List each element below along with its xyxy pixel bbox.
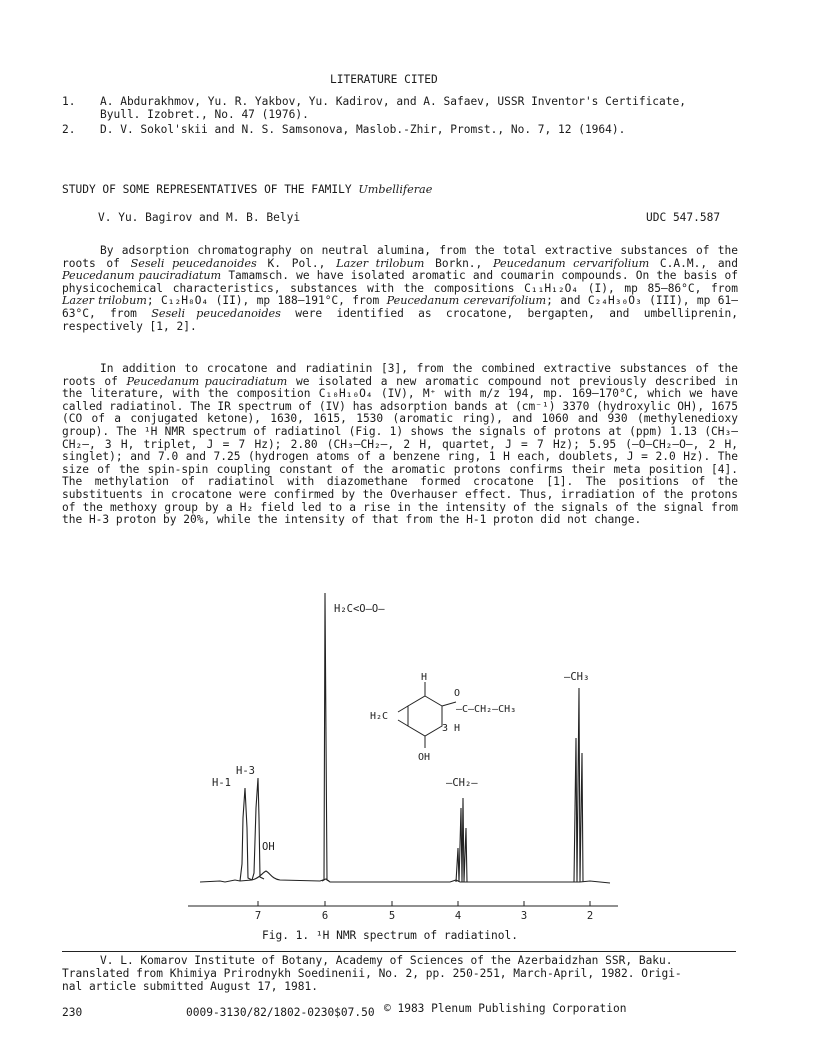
benzene-ring xyxy=(408,696,442,736)
oh-label: OH xyxy=(262,841,275,853)
baseline-noise xyxy=(252,871,610,883)
peak-methylenedioxy xyxy=(322,593,329,881)
copyright-notice: © 1983 Plenum Publishing Corporation xyxy=(384,1002,627,1015)
structure-oh-label: OH xyxy=(418,752,431,763)
peak-h1 xyxy=(240,788,252,881)
reference-text: Byull. Izobret., No. 47 (1976). xyxy=(100,108,309,121)
tick-label: 2 xyxy=(586,910,594,922)
udc-code: UDC 547.587 xyxy=(646,211,721,224)
nmr-spectrum-figure xyxy=(180,588,640,928)
h3-label: H-3 xyxy=(236,765,255,777)
structure-h-label: H xyxy=(421,672,428,683)
tick-label: 3 xyxy=(520,910,528,922)
figure-caption: Fig. 1. ¹H NMR spectrum of radiatinol. xyxy=(262,929,518,942)
reference-text: A. Abdurakhmov, Yu. R. Yakbov, Yu. Kadirov, and A. Safaev, USSR Inventor's Certificate, xyxy=(100,95,686,108)
authors: V. Yu. Bagirov and M. B. Belyi xyxy=(98,211,301,224)
structure-o-label: O xyxy=(454,688,461,699)
footnote-text: nal article submitted August 17, 1981. xyxy=(62,980,318,993)
footnote-text: V. L. Komarov Institute of Botany, Academy of Sciences of the Azerbaidzhan SSR, Baku. xyxy=(100,954,673,967)
reference-number: 2. xyxy=(62,123,76,136)
peak-quartet xyxy=(456,798,467,882)
tick-label: 4 xyxy=(454,910,462,922)
article-title: STUDY OF SOME REPRESENTATIVES OF THE FAMILY Umbelliferae xyxy=(62,183,433,196)
baseline-noise xyxy=(200,880,252,882)
page-number: 230 xyxy=(62,1006,83,1019)
body-paragraph: In addition to crocatone and radiatinin [3], from the combined extractive substances of the roots of Peucedanum pauciradiatum we isolated a new aromatic compound not previously described in the literature, with the composition C₁₀H₁₀O₄ (IV), M⁺ with m/z 194, mp. 169–170°C, which we have called radiatinol. The IR spectrum of (IV) has adsorption bands at (cm⁻¹) 3370 (hydroxylic OH), 1675 (CO of a conjugated ketone), 1630, 1615, 1530 (aromatic ring), and 1060 and 930 (methylenedioxy group). The ¹H NMR spectrum of radiatinol (Fig. 1) shows the signals of protons at (ppm) 1.13 (CH₃–CH₂–, 3 H, triplet, J = 7 Hz); 2.80 (CH₃–CH₂–, 2 H, quartet, J = 7 Hz); 5.95 (–O–CH₂–O–, 2 H, singlet); and 7.0 and 7.25 (hydrogen atoms of a benzene ring, 1 H each, doublets, J = 2.0 Hz). The size of the spin-spin coupling constant of the aromatic protons confirms their meta position [4]. The methylation of radiatinol with diazomethane formed crocatone [1]. The positions of the substituents in crocatone were confirmed by the Overhauser effect. Thus, irradiation of the protons of the methoxy group by a H₂ field led to a rise in the intensity of the signals of the signal from the H-3 proton by 20%, while the intensity of that from the H-1 proton did not change. xyxy=(62,362,738,527)
footnote-rule xyxy=(62,951,736,952)
footnote-text: Translated from Khimiya Prirodnykh Soedinenii, No. 2, pp. 250-251, March-April, 1982. Origi- xyxy=(62,967,682,980)
article-code: 0009-3130/82/1802-0230$07.50 xyxy=(186,1006,375,1019)
radiatinol-structure xyxy=(370,672,516,763)
methylenedioxy-label: H₂C<O–O– xyxy=(334,603,385,615)
reference-number: 1. xyxy=(62,95,76,108)
tick-label: 5 xyxy=(388,910,396,922)
structure-h3-label: 3 H xyxy=(442,723,461,734)
peak-h3 xyxy=(252,778,264,880)
reference-text: D. V. Sokol'skii and N. S. Samsonova, Maslob.-Zhir, Promst., No. 7, 12 (1964). xyxy=(100,123,626,136)
tick-label: 6 xyxy=(321,910,329,922)
ch2-label: –CH₂– xyxy=(446,777,478,789)
references-heading: LITERATURE CITED xyxy=(330,73,438,86)
structure-chain-label: –C–CH₂–CH₃ xyxy=(456,704,517,715)
ch3-label: –CH₃ xyxy=(564,671,590,683)
body-paragraph: By adsorption chromatography on neutral alumina, from the total extractive substances of the roots of Seseli peucedanoides K. Pol., Lazer trilobum Borkn., Peucedanum cervarifolium C.A.M., and Peucedanum pauciradiatum Tamamsch. we have isolated aromatic and coumarin compounds. On the basis of physicochemical characteristics, substances with the compositions C₁₁H₁₂O₄ (I), mp 85–86°C, from Lazer trilobum; C₁₂H₈O₄ (II), mp 188–191°C, from Peucedanum cerevarifolium; and C₂₄H₃₀O₃ (III), mp 61–63°C, from Seseli peucedanoides were identified as crocatone, bergapten, and umbelliprenin, respectively [1, 2]. xyxy=(62,244,739,333)
h1-label: H-1 xyxy=(212,777,231,789)
structure-h2c-label: H₂C xyxy=(370,711,389,722)
peak-triplet xyxy=(574,688,583,882)
tick-label: 7 xyxy=(254,910,262,922)
